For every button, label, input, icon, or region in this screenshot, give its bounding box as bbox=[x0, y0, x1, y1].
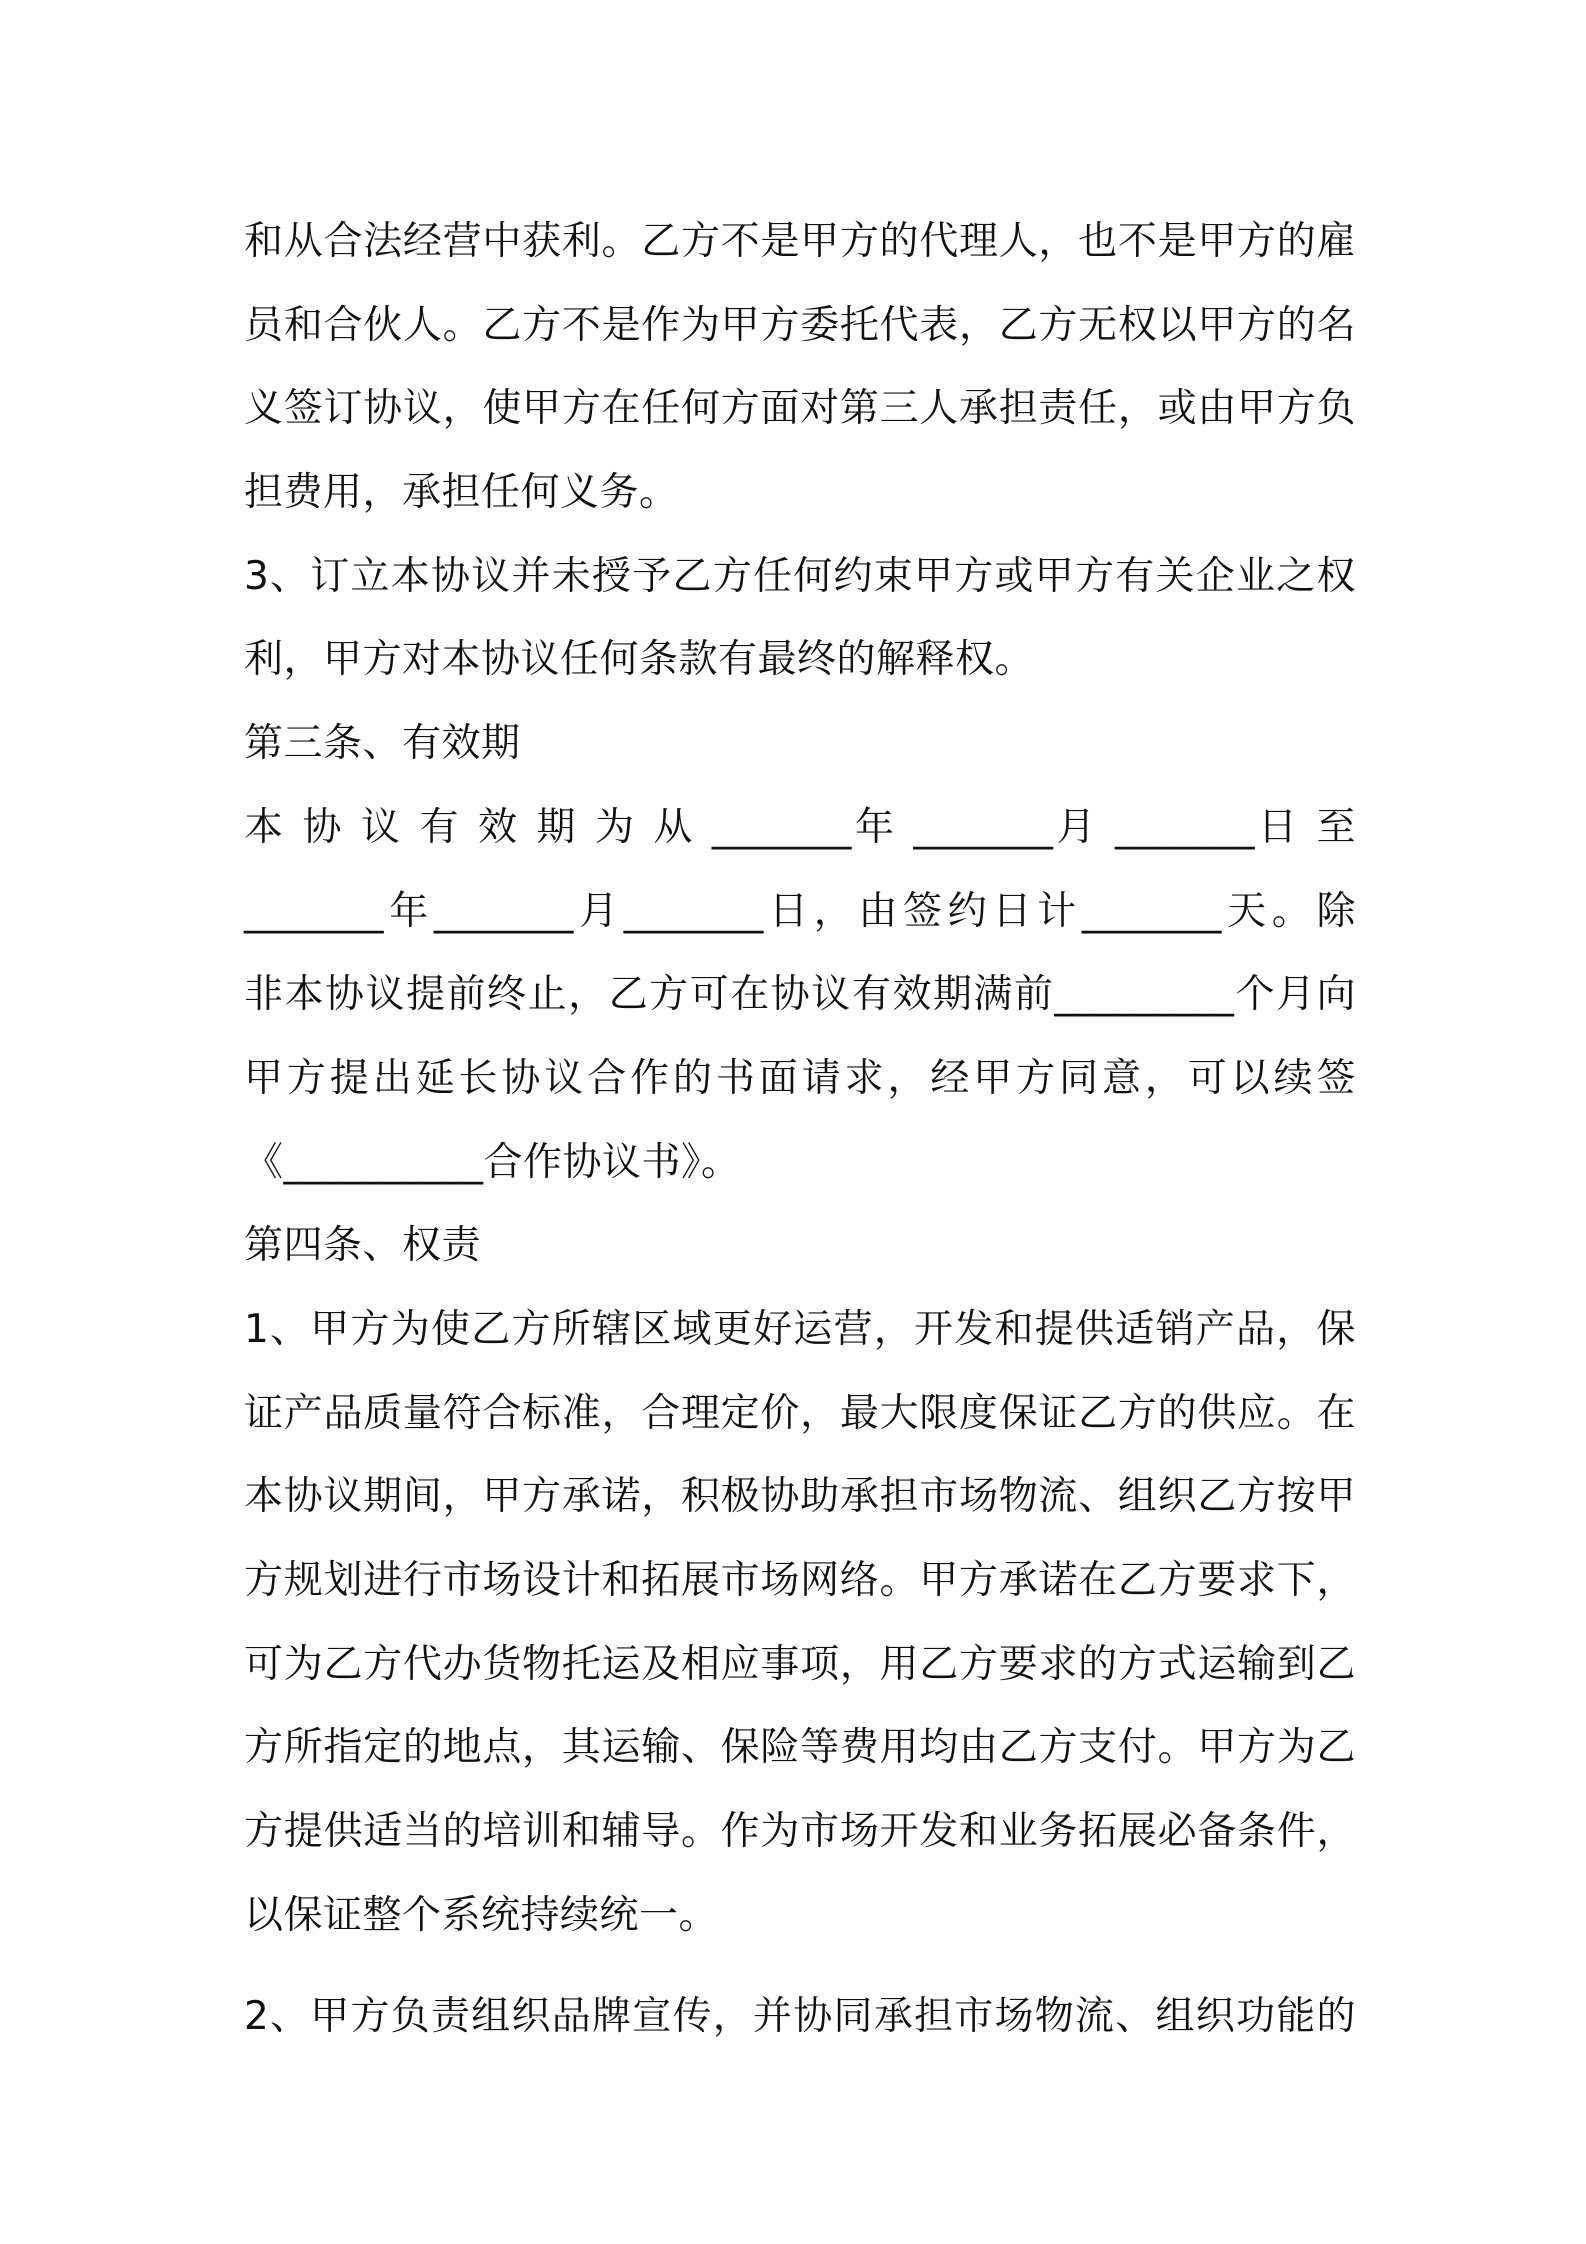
text-line: 方规划进行市场设计和拓展市场网络。甲方承诺在乙方要求下， bbox=[244, 1558, 1356, 1603]
text-line: 方所指定的地点，其运输、保险等费用均由乙方支付。甲方为乙 bbox=[244, 1725, 1356, 1771]
section-heading-rights: 第四条、权责 bbox=[244, 1223, 482, 1269]
paragraph-gap bbox=[244, 1957, 1356, 1975]
text-line: 《__________合作协议书》。 bbox=[244, 1139, 741, 1185]
clause-3-line: 3、订立本协议并未授予乙方任何约束甲方或甲方有关企业之权 bbox=[244, 553, 1356, 599]
text-line: 以保证整个系统持续统一。 bbox=[244, 1892, 719, 1938]
text-line: 非本协议提前终止，乙方可在协议有效期满前_________个月向 bbox=[244, 972, 1356, 1018]
text-line: 甲方提出延长协议合作的书面请求，经甲方同意，可以续签 bbox=[244, 1055, 1356, 1101]
text-line: 本 协 议 有 效 期 为 从 _______年 _______月 _______日 至 bbox=[244, 804, 1356, 850]
text-line: 员和合伙人。乙方不是作为甲方委托代表，乙方无权以甲方的名 bbox=[244, 302, 1356, 348]
text-line: _______年_______月_______日，由签约日计_______天。除 bbox=[244, 888, 1356, 934]
text-line: 利，甲方对本协议任何条款有最终的解释权。 bbox=[244, 637, 1035, 683]
clause-2-line: 2、甲方负责组织品牌宣传，并协同承担市场物流、组织功能的 bbox=[244, 1994, 1356, 2040]
text-line: 和从合法经营中获利。乙方不是甲方的代理人，也不是甲方的雇 bbox=[244, 219, 1356, 264]
clause-1-line: 1、甲方为使乙方所辖区域更好运营，开发和提供适销产品，保 bbox=[244, 1306, 1356, 1352]
text-line: 担费用，承担任何义务。 bbox=[244, 470, 679, 516]
text-line: 方提供适当的培训和辅导。作为市场开发和业务拓展必备条件， bbox=[244, 1809, 1356, 1855]
text-line: 本协议期间，甲方承诺，积极协助承担市场物流、组织乙方按甲 bbox=[244, 1474, 1356, 1520]
text-line: 可为乙方代办货物托运及相应事项，用乙方要求的方式运输到乙 bbox=[244, 1641, 1356, 1687]
text-line: 义签订协议，使甲方在任何方面对第三人承担责任，或由甲方负 bbox=[244, 386, 1356, 432]
text-line: 证产品质量符合标准，合理定价，最大限度保证乙方的供应。在 bbox=[244, 1390, 1356, 1436]
section-heading-validity: 第三条、有效期 bbox=[244, 721, 521, 767]
document-body bbox=[244, 200, 1356, 2059]
